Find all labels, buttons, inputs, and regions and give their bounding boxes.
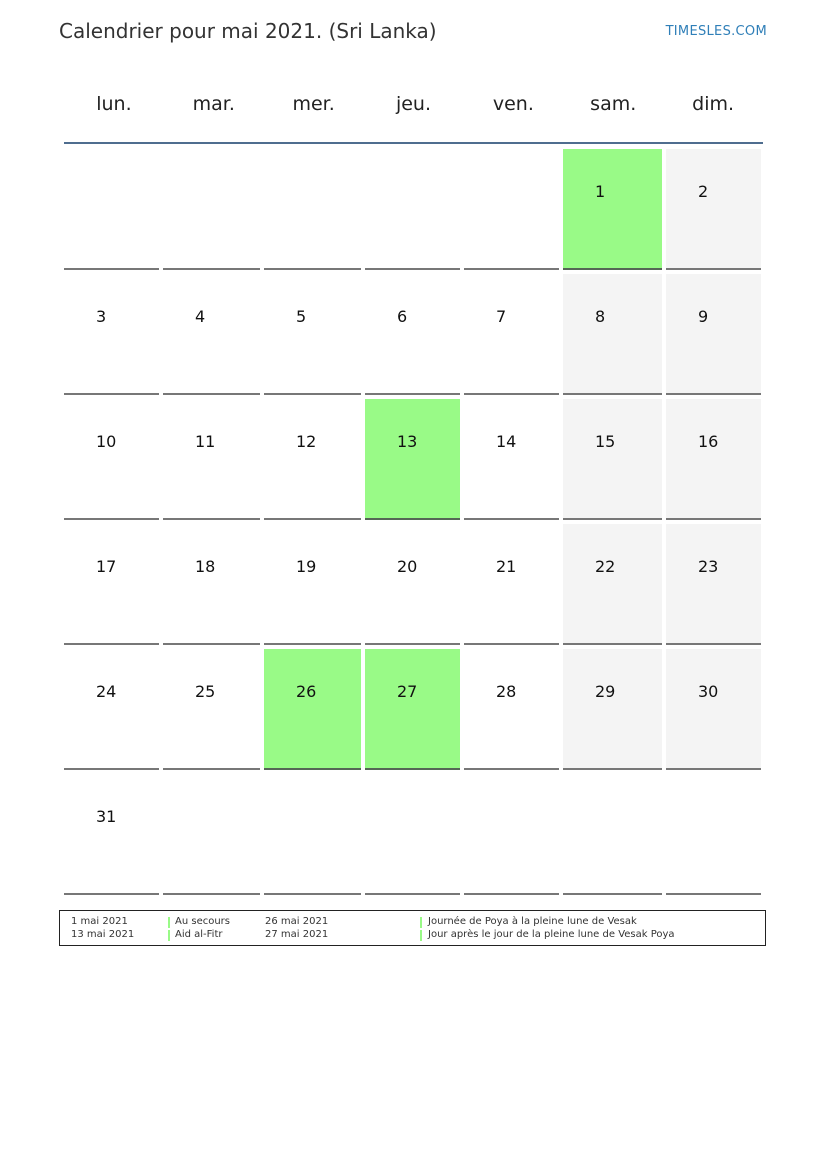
- day-cell: [666, 524, 761, 645]
- weekday-tue: mar.: [192, 93, 235, 115]
- day-cell: [64, 649, 159, 770]
- day-number: 27: [397, 682, 418, 701]
- day-number: 13: [397, 432, 418, 451]
- day-cell: [264, 649, 361, 770]
- day-number: 28: [496, 682, 517, 701]
- legend-holiday-name: Jour après le jour de la pleine lune de Vesak Poya: [428, 929, 675, 940]
- day-number: 12: [296, 432, 317, 451]
- empty-day-cell: [264, 149, 361, 270]
- day-number: 29: [595, 682, 616, 701]
- brand-link[interactable]: TIMESLES.COM: [665, 24, 767, 39]
- day-cell: [365, 274, 460, 395]
- day-cell: [64, 399, 159, 520]
- day-cell: [464, 274, 559, 395]
- day-number: 11: [195, 432, 216, 451]
- day-number: 9: [698, 307, 709, 326]
- day-cell: [365, 649, 460, 770]
- empty-day-cell: [64, 149, 159, 270]
- day-cell: [264, 524, 361, 645]
- empty-day-cell: [563, 774, 662, 895]
- day-number: 8: [595, 307, 606, 326]
- day-cell: [163, 274, 260, 395]
- day-cell: [563, 649, 662, 770]
- legend-holiday-name: Journée de Poya à la pleine lune de Vesak: [428, 916, 637, 927]
- day-cell: [365, 399, 460, 520]
- day-cell: [163, 524, 260, 645]
- day-cell: [666, 149, 761, 270]
- weekday-thu: jeu.: [395, 93, 432, 115]
- day-number: 3: [96, 307, 107, 326]
- empty-day-cell: [464, 149, 559, 270]
- empty-day-cell: [365, 774, 460, 895]
- weekday-mon: lun.: [96, 93, 132, 115]
- day-number: 23: [698, 557, 719, 576]
- day-number: 1: [595, 182, 606, 201]
- page-title: Calendrier pour mai 2021. (Sri Lanka): [59, 19, 437, 43]
- empty-day-cell: [264, 774, 361, 895]
- day-number: 17: [96, 557, 117, 576]
- day-cell: [666, 274, 761, 395]
- legend-holiday-name: Aid al-Fitr: [175, 929, 223, 940]
- empty-day-cell: [666, 774, 761, 895]
- weekday-sun: dim.: [692, 93, 735, 115]
- legend-date: 27 mai 2021: [265, 929, 329, 940]
- day-number: 31: [96, 807, 117, 826]
- day-cell: [563, 524, 662, 645]
- holiday-color-marker: [168, 917, 170, 928]
- day-cell: [464, 399, 559, 520]
- day-cell: [163, 649, 260, 770]
- day-number: 22: [595, 557, 616, 576]
- weekday-sat: sam.: [590, 93, 637, 115]
- day-cell: [64, 274, 159, 395]
- holiday-color-marker: [420, 917, 422, 928]
- day-number: 18: [195, 557, 216, 576]
- day-number: 24: [96, 682, 117, 701]
- day-cell: [666, 649, 761, 770]
- day-number: 16: [698, 432, 719, 451]
- holiday-color-marker: [168, 930, 170, 941]
- legend-date: 13 mai 2021: [71, 929, 135, 940]
- legend-date: 1 mai 2021: [71, 916, 128, 927]
- day-cell: [563, 274, 662, 395]
- day-number: 19: [296, 557, 317, 576]
- holiday-legend: [59, 910, 766, 946]
- legend-holiday-name: Au secours: [175, 916, 230, 927]
- day-number: 25: [195, 682, 216, 701]
- day-cell: [666, 399, 761, 520]
- day-cell: [464, 524, 559, 645]
- day-number: 20: [397, 557, 418, 576]
- empty-day-cell: [365, 149, 460, 270]
- empty-day-cell: [163, 149, 260, 270]
- weekday-wed: mer.: [292, 93, 335, 115]
- day-number: 5: [296, 307, 307, 326]
- day-cell: [64, 774, 159, 895]
- header-divider: [64, 142, 763, 144]
- empty-day-cell: [464, 774, 559, 895]
- day-number: 10: [96, 432, 117, 451]
- day-cell: [563, 399, 662, 520]
- day-number: 30: [698, 682, 719, 701]
- day-number: 7: [496, 307, 507, 326]
- day-cell: [163, 399, 260, 520]
- day-number: 4: [195, 307, 206, 326]
- day-number: 2: [698, 182, 709, 201]
- legend-row: [60, 929, 765, 942]
- weekday-fri: ven.: [492, 93, 534, 115]
- legend-date: 26 mai 2021: [265, 916, 329, 927]
- empty-day-cell: [163, 774, 260, 895]
- holiday-color-marker: [420, 930, 422, 941]
- day-number: 26: [296, 682, 317, 701]
- day-cell: [464, 649, 559, 770]
- day-cell: [264, 274, 361, 395]
- day-number: 15: [595, 432, 616, 451]
- day-cell: [264, 399, 361, 520]
- weekday-header: [64, 82, 763, 142]
- day-cell: [64, 524, 159, 645]
- day-number: 21: [496, 557, 517, 576]
- day-number: 6: [397, 307, 408, 326]
- day-number: 14: [496, 432, 517, 451]
- calendar-grid: [64, 149, 763, 895]
- legend-row: [60, 916, 765, 929]
- day-cell: [563, 149, 662, 270]
- day-cell: [365, 524, 460, 645]
